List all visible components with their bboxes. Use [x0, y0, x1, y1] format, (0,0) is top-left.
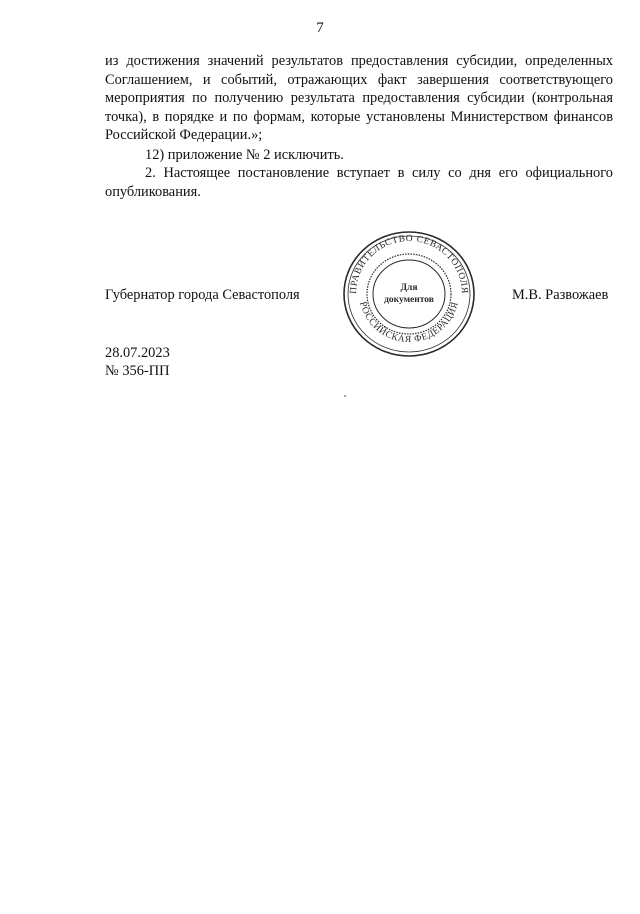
item-2: 2. Настоящее постановление вступает в силу со дня его официального опубликования. [105, 165, 613, 200]
official-seal [340, 228, 478, 358]
scan-speck [344, 395, 346, 397]
signature-position: Губернатор города Севастополя [105, 287, 300, 303]
paragraph-continued: из достижения значений результатов предоставления субсидии, определенных Соглашением, и событий, отражающих факт завершения соответствующего мероприятия по получению результата предоставления субсидии (контрольная точка), в порядке и по формам, которые установлены Министерством финансов Российской Федерации.»; [105, 53, 613, 143]
document-number: № 356-ПП [105, 363, 170, 379]
signature-name: М.В. Развожаев [512, 287, 609, 303]
seal-outer-text-top: ПРАВИТЕЛЬСТВО СЕВАСТОПОЛЯ [348, 233, 470, 295]
item-12: 12) приложение № 2 исключить. [145, 147, 344, 163]
svg-text:РОССИЙСКАЯ ФЕДЕРАЦИЯ [357, 301, 461, 346]
page-number: 7 [316, 20, 324, 36]
seal-outer-text-bottom: РОССИЙСКАЯ ФЕДЕРАЦИЯ [357, 300, 461, 346]
seal-graphic [340, 228, 478, 358]
seal-inner-text-line1: Для [400, 283, 418, 293]
document-date: 28.07.2023 [105, 345, 170, 361]
seal-inner-text-line2: документов [384, 295, 434, 305]
